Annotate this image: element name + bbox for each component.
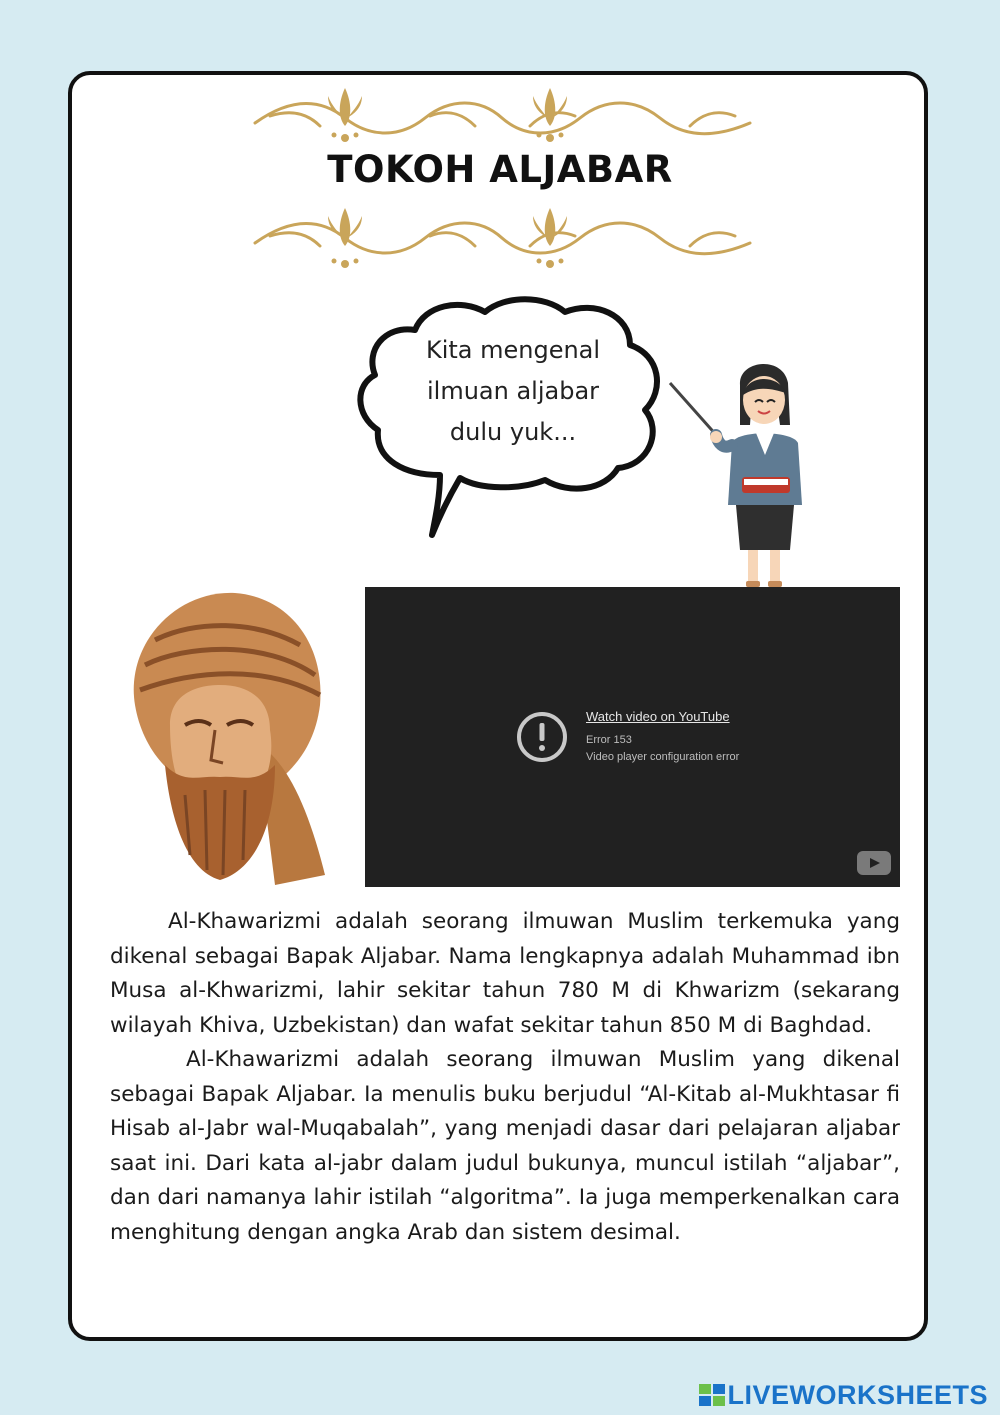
paragraph-1: Al-Khawarizmi adalah seorang ilmuwan Muslim terkemuka yang dikenal sebagai Bapak Aljabar. Nama lengkapnya adalah Muhammad ibn Musa al-Khwarizmi, lahir sekitar tahun 780 M di Khwarizm (sekarang wilayah Khiva, Uzbekistan) dan wafat sekitar tahun 850 M di Baghdad.: [110, 909, 900, 1038]
article-body: [110, 905, 900, 1250]
speech-line-3: dulu yuk...: [449, 418, 577, 446]
speech-line-2: ilmuan aljabar: [426, 377, 600, 405]
watch-on-youtube-link[interactable]: Watch video on YouTube: [586, 709, 730, 724]
paragraph-2: Al-Khawarizmi adalah seorang ilmuwan Muslim yang dikenal sebagai Bapak Aljabar. Ia menulis buku berjudul “Al-Kitab al-Mukhtasar fi Hisab al-Jabr wal-Muqabalah”, yang menjadi dasar dari pelajaran aljabar saat ini. Dari kata al-jabr dalam judul bukunya, muncul istilah “aljabar”, dan dari namanya lahir istilah “algoritma”. Ia juga memperkenalkan cara menghitung dengan angka Arab dan sistem desimal.: [110, 1047, 900, 1245]
video-error-message: Video player configuration error: [586, 751, 740, 763]
footer-branding: [699, 1378, 988, 1412]
brand-name[interactable]: LIVEWORKSHEETS: [727, 1379, 988, 1410]
al-khawarizmi-portrait-icon: [115, 585, 330, 885]
teacher-illustration-icon: [668, 355, 818, 590]
speech-bubble-text: [408, 330, 618, 453]
youtube-icon[interactable]: [857, 851, 891, 875]
speech-line-1: Kita mengenal: [425, 336, 601, 364]
ornament-bottom-icon: [250, 198, 755, 278]
liveworksheets-logo-icon: [699, 1382, 725, 1408]
page-title: TOKOH ALJABAR: [327, 148, 673, 191]
video-error-code: Error 153: [586, 734, 632, 746]
video-embed[interactable]: [365, 587, 900, 887]
error-icon: [515, 710, 569, 764]
ornament-top-icon: [250, 78, 755, 158]
